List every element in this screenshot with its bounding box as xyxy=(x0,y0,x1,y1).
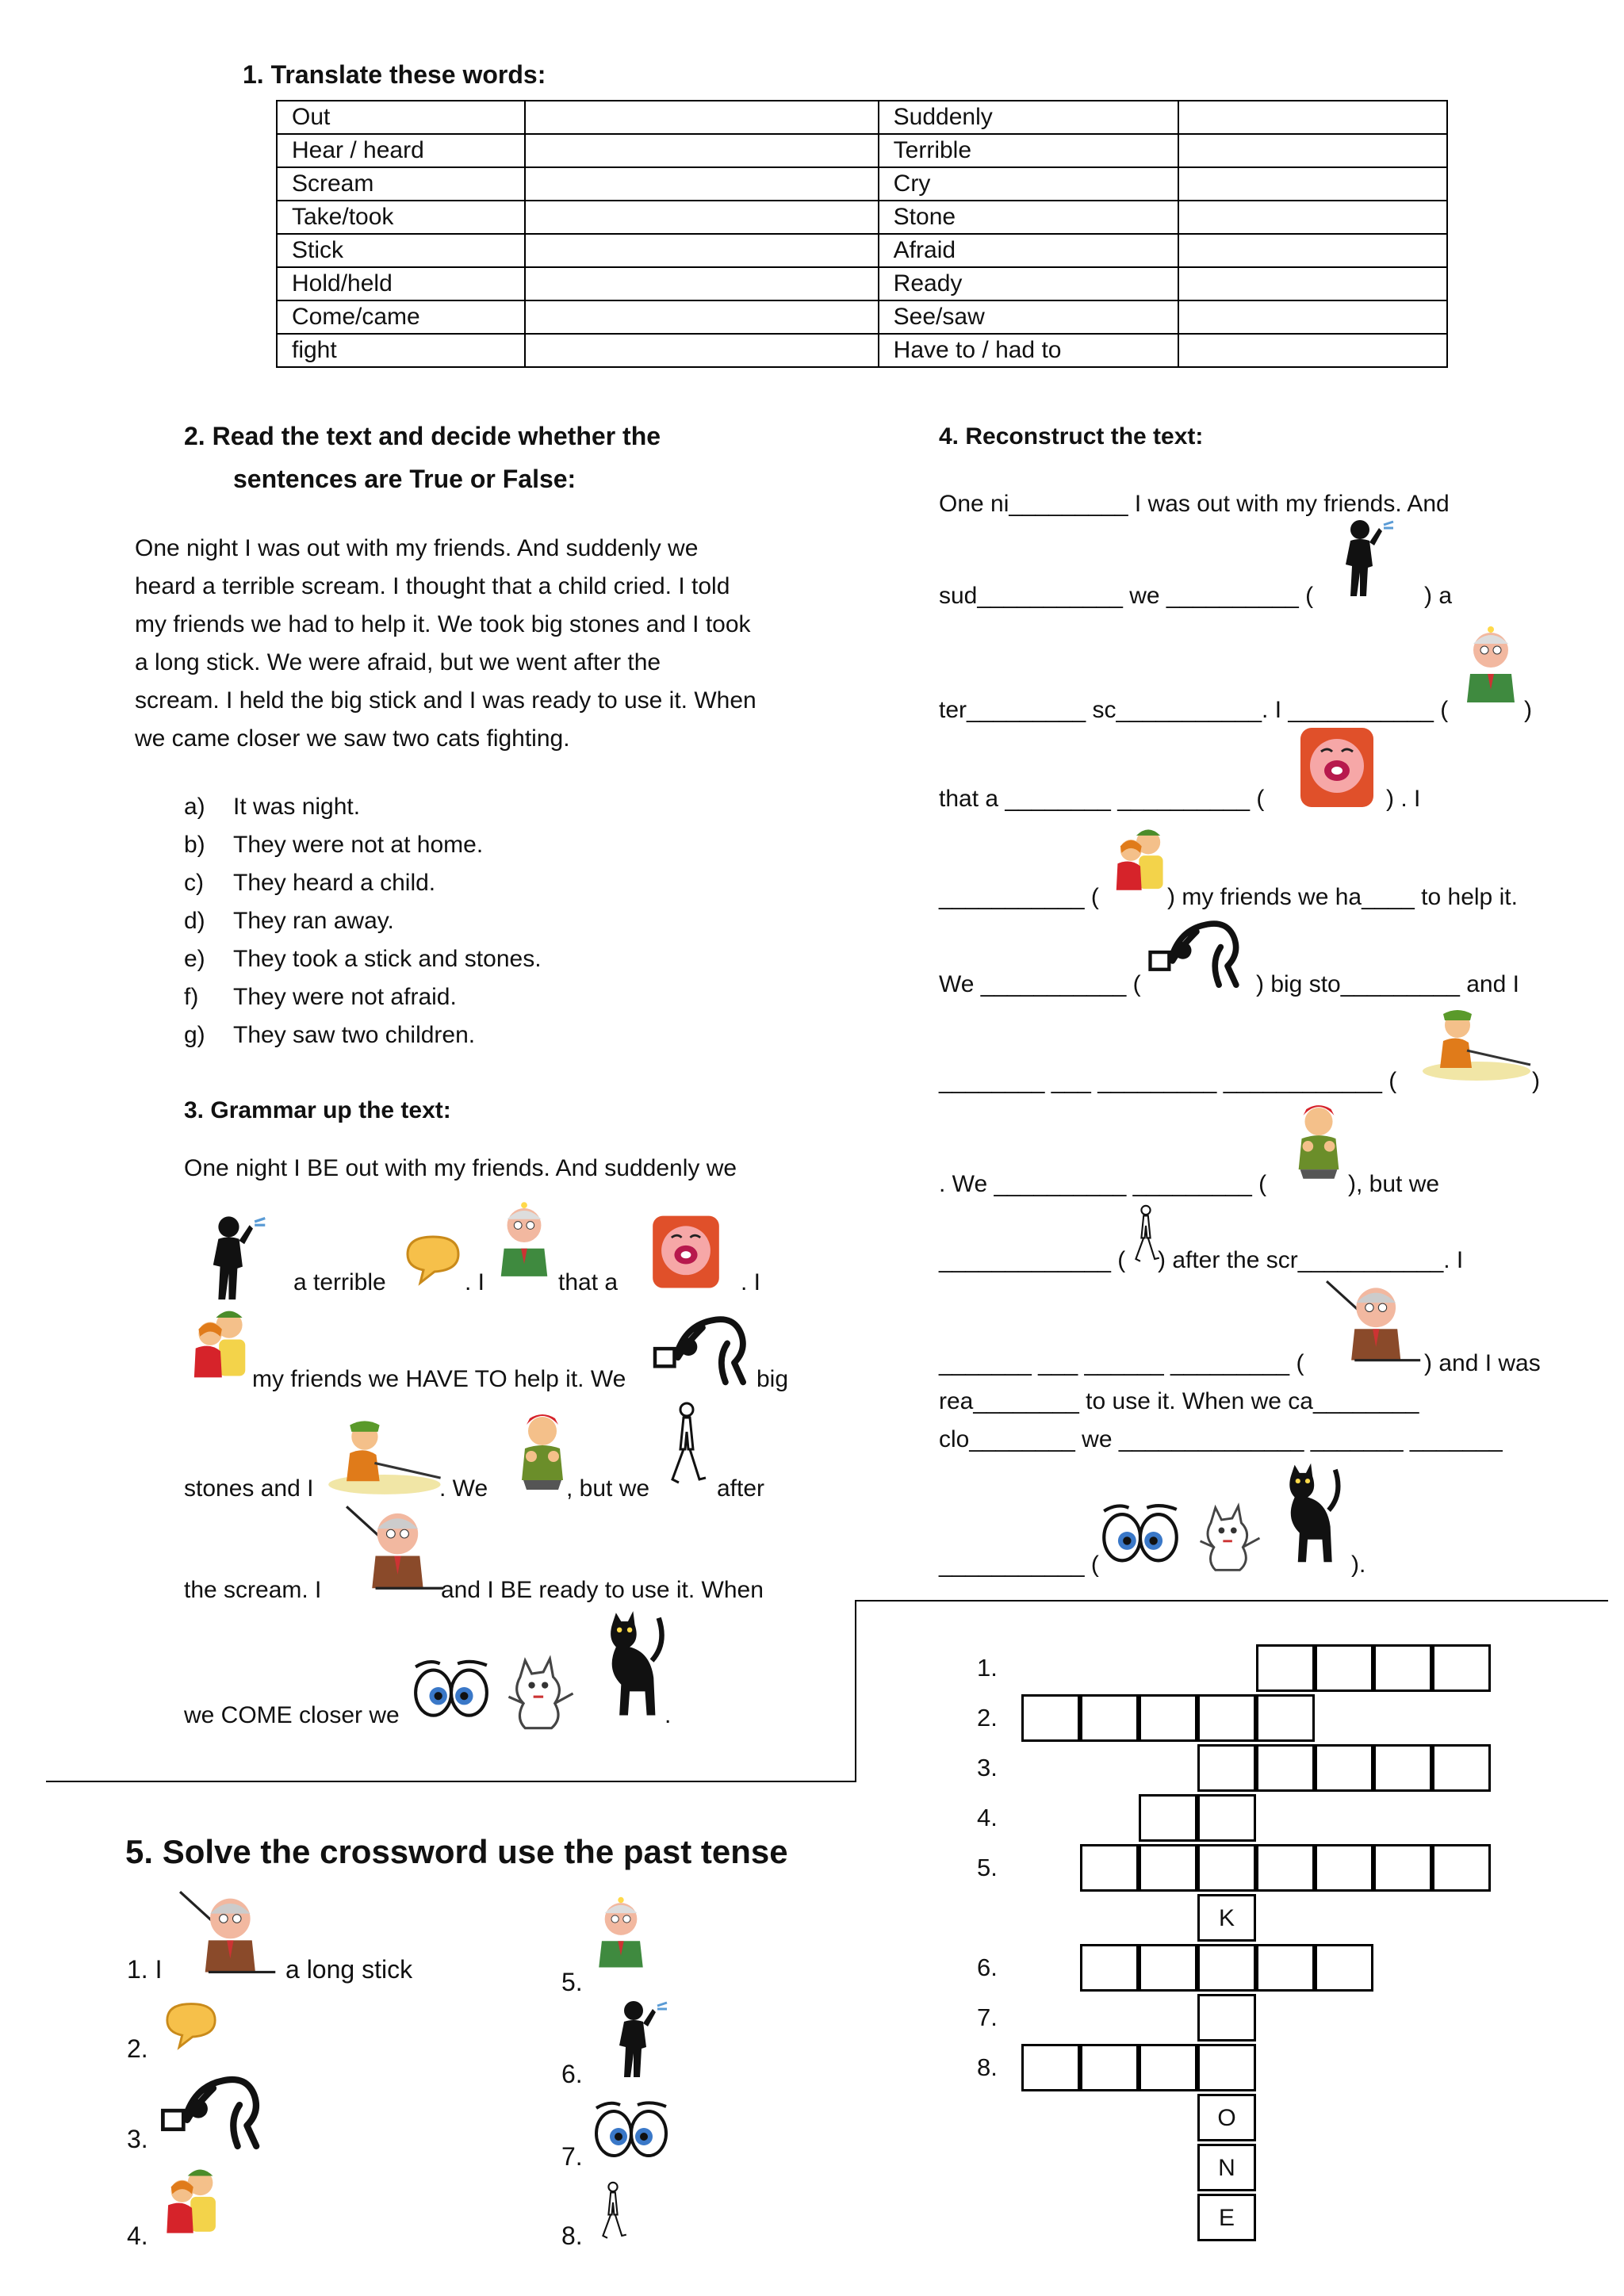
section2-story xyxy=(135,530,848,758)
walking-man-icon xyxy=(596,2175,630,2252)
list-item xyxy=(184,978,542,1016)
reconstruct-line: _______ ___ ______ _________ ( xyxy=(939,1350,1304,1376)
item-text: They heard a child. xyxy=(233,870,436,896)
list-item xyxy=(184,1016,542,1054)
list-item xyxy=(184,788,542,826)
table-row xyxy=(277,267,1447,300)
crossword-number: 8. xyxy=(977,2053,998,2081)
shouting-silhouette-icon xyxy=(590,1998,687,2085)
crossword-cell[interactable] xyxy=(1139,2044,1197,2091)
translation-cell[interactable] xyxy=(1178,334,1447,367)
scared-boy-icon xyxy=(511,1403,574,1498)
item-letter: b) xyxy=(184,832,205,858)
story-line: One night I was out with my friends. And suddenly we xyxy=(135,535,699,561)
picking-up-icon xyxy=(647,1308,758,1387)
crossword-cell[interactable] xyxy=(1373,1744,1432,1792)
crossword-cell[interactable] xyxy=(1197,1944,1256,1992)
clue-1-number: 1. I xyxy=(127,1955,163,1984)
reconstruct-line: clo________ we ______________ _______ _______ xyxy=(939,1426,1503,1452)
crossword-cell[interactable] xyxy=(1139,1794,1197,1842)
item-text: They were not afraid. xyxy=(233,984,457,1010)
item-letter: g) xyxy=(184,1022,205,1048)
section2-title-line1: 2. Read the text and decide whether the xyxy=(184,422,661,450)
translation-cell[interactable] xyxy=(1178,201,1447,234)
crossword-number: 3. xyxy=(977,1754,998,1781)
picking-up-icon xyxy=(155,2068,271,2152)
grammar-text: big xyxy=(756,1366,789,1392)
reconstruct-line: We ___________ ( xyxy=(939,971,1141,997)
picking-up-icon xyxy=(1145,912,1248,991)
crossword-number: 6. xyxy=(977,1954,998,1981)
clue-7-number: 7. xyxy=(561,2142,583,2171)
crossword-cell[interactable] xyxy=(1315,1944,1373,1992)
story-line: we came closer we saw two cats fighting. xyxy=(135,725,570,752)
word-cell: Scream xyxy=(277,167,525,201)
grammar-text: . xyxy=(665,1702,672,1728)
reconstruct-line: ter_________ sc___________. I ___________ ( xyxy=(939,697,1449,723)
clue-6-number: 6. xyxy=(561,2060,583,2088)
reconstruct-line: ___________ ( xyxy=(939,884,1099,910)
speech-bubble-icon xyxy=(401,1230,465,1286)
thinking-man-icon xyxy=(592,1890,650,1977)
story-line: heard a terrible scream. I thought that a child cried. I told xyxy=(135,573,730,599)
reconstruct-line: One ni_________ I was out with my friends. And xyxy=(939,491,1450,517)
crossword-cell[interactable] xyxy=(1139,1694,1197,1742)
word-cell: Suddenly xyxy=(879,101,1178,134)
item-text: They took a stick and stones. xyxy=(233,946,542,972)
shouting-silhouette-icon xyxy=(1316,517,1413,604)
crossword-cell[interactable] xyxy=(1139,1944,1197,1992)
reconstruct-line: ) xyxy=(1524,697,1532,723)
word-cell: Stone xyxy=(879,201,1178,234)
translation-cell[interactable] xyxy=(1178,167,1447,201)
item-text: They ran away. xyxy=(233,908,394,934)
crossword-cell[interactable] xyxy=(1373,1644,1432,1692)
crossword-cell[interactable] xyxy=(1080,1944,1139,1992)
word-cell: See/saw xyxy=(879,300,1178,334)
crossword-cell[interactable] xyxy=(1256,1944,1315,1992)
story-line: my friends we had to help it. We took big stones and I took xyxy=(135,611,751,637)
crossword-cell[interactable] xyxy=(1021,2044,1080,2091)
crossword-number: 4. xyxy=(977,1804,998,1831)
grammar-text: and I BE ready to use it. When xyxy=(441,1577,764,1603)
whispering-friends-icon xyxy=(157,2158,227,2245)
crossword-cell[interactable] xyxy=(1256,1694,1315,1742)
clue-2-number: 2. xyxy=(127,2034,148,2063)
divider-line xyxy=(855,1600,1608,1601)
reconstruct-line: that a ________ __________ ( xyxy=(939,786,1265,812)
reconstruct-line: ) and I was xyxy=(1424,1350,1541,1376)
crossword-cell[interactable] xyxy=(1021,1694,1080,1742)
speech-bubble-icon xyxy=(160,1998,222,2050)
crossword-cell[interactable] xyxy=(1197,1844,1256,1892)
crossword-cell[interactable] xyxy=(1197,1994,1256,2042)
list-item xyxy=(184,902,542,940)
list-item xyxy=(184,826,542,864)
word-cell: Afraid xyxy=(879,234,1178,267)
section2-title-line2: sentences are True or False: xyxy=(233,465,576,493)
crossword-cell[interactable] xyxy=(1315,1644,1373,1692)
crossword-number: 2. xyxy=(977,1704,998,1732)
divider-line xyxy=(46,1781,856,1782)
crossword-cell[interactable]: E xyxy=(1197,2194,1256,2241)
table-row xyxy=(277,334,1447,367)
reconstruct-line: ) big sto_________ and I xyxy=(1256,971,1519,997)
item-text: It was night. xyxy=(233,794,361,820)
crossword-cell[interactable] xyxy=(1315,1844,1373,1892)
reconstruct-line: ) my friends we ha____ to help it. xyxy=(1167,884,1518,910)
section4-title: 4. Reconstruct the text: xyxy=(939,423,1204,450)
clue-8-number: 8. xyxy=(561,2221,583,2250)
translation-cell[interactable] xyxy=(525,101,879,134)
crossword-cell[interactable] xyxy=(1197,1744,1256,1792)
pointer-man-icon xyxy=(341,1503,444,1597)
fighting-cat-icon xyxy=(503,1652,579,1735)
reconstruct-line: ). xyxy=(1351,1552,1366,1578)
eyes-icon xyxy=(1099,1497,1182,1568)
black-cat-icon xyxy=(1270,1460,1343,1568)
true-false-list xyxy=(184,788,542,1054)
item-letter: d) xyxy=(184,908,205,934)
table-row xyxy=(277,234,1447,267)
word-cell: Ready xyxy=(879,267,1178,300)
translation-cell[interactable] xyxy=(1178,267,1447,300)
crossword-cell[interactable] xyxy=(1080,2044,1139,2091)
word-cell: Take/took xyxy=(277,201,525,234)
table-row xyxy=(277,134,1447,167)
reconstruct-line: rea________ to use it. When we ca________ xyxy=(939,1388,1419,1414)
pointer-man-icon xyxy=(1320,1278,1423,1368)
shouting-silhouette-icon xyxy=(182,1213,285,1308)
translation-cell[interactable] xyxy=(1178,234,1447,267)
word-cell: Hold/held xyxy=(277,267,525,300)
crossword-cell[interactable] xyxy=(1197,1794,1256,1842)
story-line: scream. I held the big stick and I was ready to use it. When xyxy=(135,687,756,714)
grammar-text: the scream. I xyxy=(184,1577,322,1603)
thinking-man-icon xyxy=(1459,622,1522,710)
item-text: They saw two children. xyxy=(233,1022,476,1048)
section5-title: 5. Solve the crossword use the past tense xyxy=(125,1833,788,1870)
crossword-cell[interactable] xyxy=(1256,1744,1315,1792)
clue-1-text: a long stick xyxy=(285,1955,413,1984)
grammar-text: a terrible xyxy=(293,1269,386,1295)
crossword-cell[interactable] xyxy=(1432,1844,1491,1892)
reconstruct-line: . We __________ _________ ( xyxy=(939,1171,1267,1197)
word-cell: fight xyxy=(277,334,525,367)
reconstruct-line: ) a xyxy=(1424,583,1453,609)
translation-cell[interactable] xyxy=(525,300,879,334)
table-row xyxy=(277,101,1447,134)
crossword-cell[interactable] xyxy=(1197,1694,1256,1742)
grammar-text: after xyxy=(717,1475,765,1502)
crossword-cell[interactable] xyxy=(1139,1844,1197,1892)
crossword-cell[interactable] xyxy=(1373,1844,1432,1892)
word-cell: Hear / heard xyxy=(277,134,525,167)
grammar-text: , but we xyxy=(566,1475,650,1502)
crossword-cell[interactable] xyxy=(1080,1844,1139,1892)
crossword-cell[interactable]: K xyxy=(1197,1894,1256,1942)
clue-3-number: 3. xyxy=(127,2125,148,2153)
word-cell: Out xyxy=(277,101,525,134)
divider-line xyxy=(855,1600,856,1782)
crossword-number: 5. xyxy=(977,1854,998,1881)
reconstruct-line: ) after the scr___________. I xyxy=(1158,1247,1464,1273)
section3-title: 3. Grammar up the text: xyxy=(184,1097,451,1123)
item-letter: c) xyxy=(184,870,204,896)
grammar-text: . I xyxy=(465,1269,485,1295)
reconstruct-line: ___________ ( xyxy=(939,1552,1099,1578)
crossword-cell[interactable] xyxy=(1256,1844,1315,1892)
translation-cell[interactable] xyxy=(1178,134,1447,167)
reconstruct-line: ) . I xyxy=(1386,786,1421,812)
scared-boy-icon xyxy=(1288,1094,1350,1188)
crying-face-icon xyxy=(634,1213,737,1292)
item-text: They were not at home. xyxy=(233,832,484,858)
list-item xyxy=(184,864,542,902)
item-letter: f) xyxy=(184,984,199,1010)
crossword-cell[interactable] xyxy=(1432,1644,1491,1692)
crossword-number: 1. xyxy=(977,1654,998,1682)
whispering-friends-icon xyxy=(184,1300,257,1389)
word-cell: Have to / had to xyxy=(879,334,1178,367)
table-row xyxy=(277,167,1447,201)
grammar-text: that a xyxy=(558,1269,619,1295)
translation-cell[interactable] xyxy=(525,201,879,234)
translation-cell[interactable] xyxy=(525,134,879,167)
crossword-cell[interactable]: O xyxy=(1197,2094,1256,2141)
grammar-text: . We xyxy=(439,1475,488,1502)
crossword-cell[interactable] xyxy=(1256,1644,1315,1692)
crossword-cell[interactable] xyxy=(1315,1744,1373,1792)
translation-cell[interactable] xyxy=(1178,101,1447,134)
eyes-icon xyxy=(592,2093,671,2164)
translation-cell[interactable] xyxy=(1178,300,1447,334)
word-cell: Cry xyxy=(879,167,1178,201)
item-letter: a) xyxy=(184,794,205,820)
crossword-cell[interactable] xyxy=(1197,2044,1256,2091)
reconstruct-line: _____________ ( xyxy=(939,1247,1126,1273)
stick-kid-icon xyxy=(1419,1001,1538,1085)
black-cat-icon xyxy=(590,1609,668,1720)
crossword-cell[interactable] xyxy=(1080,1694,1139,1742)
vocabulary-table xyxy=(276,100,1448,368)
translation-cell[interactable] xyxy=(525,234,879,267)
list-item xyxy=(184,940,542,978)
eyes-icon xyxy=(411,1654,492,1722)
translation-cell[interactable] xyxy=(525,267,879,300)
grammar-text: stones and I xyxy=(184,1475,314,1502)
fighting-cat-icon xyxy=(1194,1500,1266,1576)
section3-line1: One night I BE out with my friends. And suddenly we xyxy=(184,1155,737,1181)
reconstruct-line: ) xyxy=(1532,1068,1540,1094)
grammar-text: we COME closer we xyxy=(184,1702,400,1728)
stick-kid-icon xyxy=(325,1411,449,1498)
section1-title: 1. Translate these words: xyxy=(243,60,546,89)
thinking-man-icon xyxy=(493,1197,555,1284)
reconstruct-line: ________ ___ _________ ____________ ( xyxy=(939,1068,1397,1094)
crossword-cell[interactable]: N xyxy=(1197,2144,1256,2191)
whispering-friends-icon xyxy=(1107,817,1174,904)
story-line: a long stick. We were afraid, but we went after the xyxy=(135,649,661,675)
grammar-text: . I xyxy=(741,1269,761,1295)
table-row xyxy=(277,300,1447,334)
translation-cell[interactable] xyxy=(525,334,879,367)
item-letter: e) xyxy=(184,946,205,972)
reconstruct-line: sud___________ we __________ ( xyxy=(939,583,1314,609)
pointer-man-icon xyxy=(171,1888,279,1980)
table-row xyxy=(277,201,1447,234)
translation-cell[interactable] xyxy=(525,167,879,201)
word-cell: Stick xyxy=(277,234,525,267)
reconstruct-line: ), but we xyxy=(1348,1171,1440,1197)
clue-4-number: 4. xyxy=(127,2221,148,2250)
crossword-cell[interactable] xyxy=(1432,1744,1491,1792)
word-cell: Come/came xyxy=(277,300,525,334)
crossword-number: 7. xyxy=(977,2003,998,2031)
walking-man-icon xyxy=(663,1399,710,1497)
grammar-text: my friends we HAVE TO help it. We xyxy=(252,1366,626,1392)
word-cell: Terrible xyxy=(879,134,1178,167)
crying-face-icon xyxy=(1285,725,1389,812)
clue-5-number: 5. xyxy=(561,1968,583,1996)
